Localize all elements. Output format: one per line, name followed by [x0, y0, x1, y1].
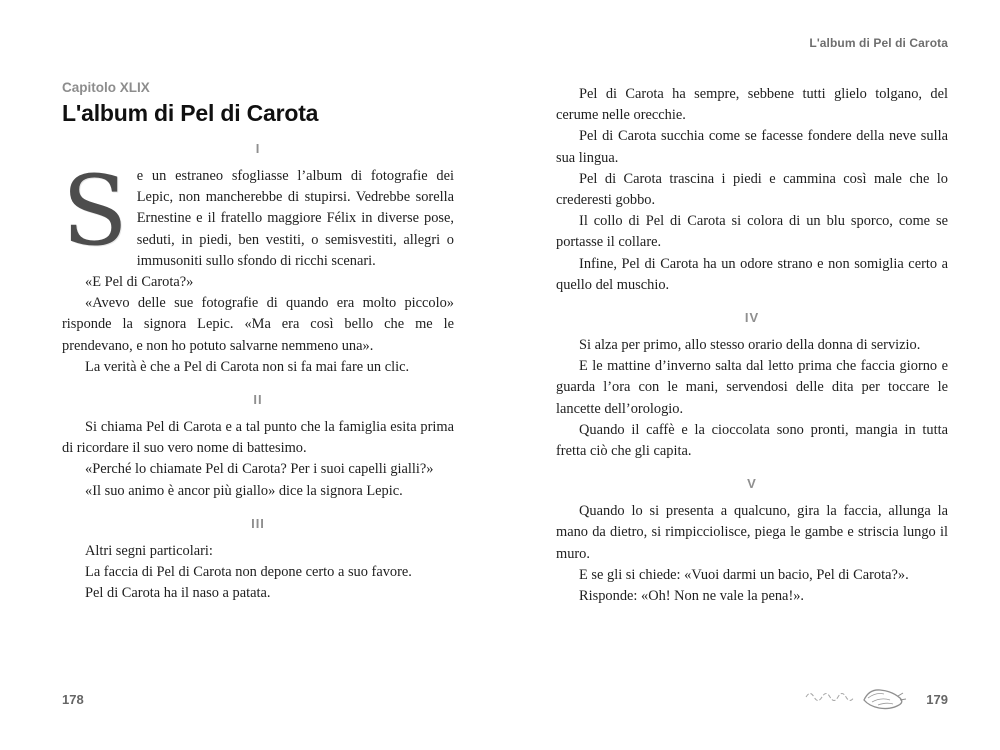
right-page-body	[556, 84, 948, 607]
left-page	[62, 0, 454, 604]
section-numeral: I	[255, 141, 261, 156]
page-title: L'album di Pel di Carota	[62, 100, 319, 126]
paragraph: Risponde: «Oh! Non ne vale la pena!».	[579, 588, 805, 605]
paragraph: Pel di Carota ha il naso a patata.	[85, 585, 271, 602]
paragraph: «Il suo animo è ancor più giallo» dice la signora Lepic.	[85, 482, 403, 499]
paragraph: «E Pel di Carota?»	[85, 274, 194, 291]
paragraph: Si alza per primo, allo stesso orario della donna di servizio.	[579, 337, 921, 354]
paragraph: «Perché lo chiamate Pel di Carota? Per i suoi capelli gialli?»	[85, 461, 434, 478]
drop-cap: S	[62, 155, 128, 267]
page-number-right: 179	[926, 692, 948, 707]
paragraph: E le mattine d’inverno salta dal letto prima che faccia giorno e guarda l’ora con le mani, servendosi delle dita per toccare le lancette dell’orologio.	[556, 358, 948, 417]
paragraph: Quando il caffè e la cioccolata sono pronti, mangia in tutta fretta ciò che gli capita.	[556, 421, 948, 460]
paragraph: E se gli si chiede: «Vuoi darmi un bacio, Pel di Carota?».	[579, 566, 909, 583]
paragraph: Quando lo si presenta a qualcuno, gira la faccia, allunga la mano da dietro, si rimpicciolisce, piega le gambe e striscia lungo il muro.	[556, 503, 948, 562]
paragraph: Infine, Pel di Carota ha un odore strano e non somiglia certo a quello del muschio.	[556, 255, 948, 293]
paragraph: Altri segni particolari:	[85, 542, 213, 559]
section-numeral: III	[251, 515, 265, 531]
paragraph: Se un estraneo sfogliasse l’album di fotografie dei Lepic, non mancherebbe di stupirsi. Vedrebbe sorella Ernestine e il fratello maggiore Félix in diverse pose, seduti, in piedi, ben vestiti, o semisvestiti, allegri o immusoniti sullo sfondo di ricchi scenari.	[62, 155, 454, 269]
chapter-label: Capitolo XLIX	[62, 80, 150, 95]
paragraph: La verità è che a Pel di Carota non si fa mai fare un clic.	[85, 358, 410, 375]
running-header: L'album di Pel di Carota	[809, 36, 948, 50]
right-page	[556, 0, 948, 607]
paragraph: Il collo di Pel di Carota si colora di un blu sporco, come se portasse il collare.	[556, 213, 948, 251]
section-numeral: II	[253, 392, 263, 408]
left-page-body	[62, 141, 454, 604]
paragraph: «Avevo delle sue fotografie di quando era molto piccolo» risponde la signora Lepic. «Ma era così bello che me le prendevano, e non ho potuto salvarne nemmeno una».	[62, 295, 454, 354]
ink-sketch-icon	[804, 684, 908, 712]
page-number-left: 178	[62, 692, 84, 707]
paragraph: Pel di Carota trascina i piedi e cammina così male che lo crederesti gobbo.	[556, 170, 948, 209]
paragraph: Pel di Carota succhia come se facesse fondere della neve sulla sua lingua.	[556, 128, 948, 166]
paragraph: Si chiama Pel di Carota e a tal punto che la famiglia esita prima di ricordare il suo vero nome di battesimo.	[62, 419, 454, 457]
section-numeral: IV	[744, 310, 760, 326]
paragraph: Pel di Carota ha sempre, sebbene tutti glielo tolgano, del cerume nelle orecchie.	[556, 86, 948, 124]
section-numeral: V	[747, 476, 757, 492]
paragraph: La faccia di Pel di Carota non depone certo a suo favore.	[85, 564, 412, 581]
